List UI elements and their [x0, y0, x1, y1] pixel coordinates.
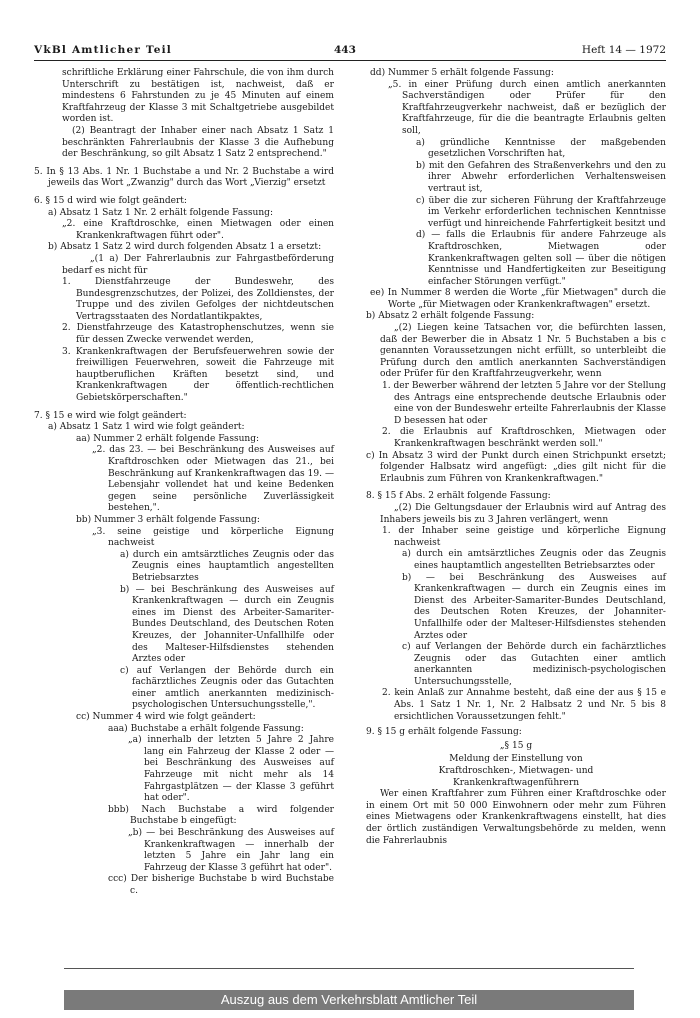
- paragraph: bb) Nummer 3 erhält folgende Fassung:: [76, 514, 260, 525]
- paragraph: „(1 a) Der Fahrerlaubnis zur Fahrgastbeförderung bedarf es nicht für: [62, 253, 334, 276]
- paragraph: „a) innerhalb der letzten 5 Jahre 2 Jahre lang ein Fahrzeug der Klasse 2 oder — bei Beschränkung des Ausweises auf Fahrzeuge mit nicht mehr als 14 Fahrgastplätzen — der Klasse 3 geführt hat oder".: [128, 735, 334, 804]
- page-header: [34, 42, 666, 61]
- page-number: 443: [334, 44, 356, 56]
- paragraph: „2. das 23. — bei Beschränkung des Ausweises auf Kraftdroschken oder Mietwagen das 21., bei Beschränkung auf Krankenkraftwagen das 19. — Lebensjahr vollendet hat und keine Bedenken gegen seine persönliche Zuverlässigkeit bestehen,".: [92, 445, 334, 514]
- paragraph: „(2) Die Geltungsdauer der Erlaubnis wird auf Antrag des Inhabers jeweils bis zu 3 Jahren verlängert, wenn: [380, 502, 666, 525]
- paragraph: dd) Nummer 5 erhält folgende Fassung:: [370, 68, 554, 78]
- paragraph: a) gründliche Kenntnisse der maßgebenden gesetzlichen Vorschriften hat,: [416, 137, 666, 160]
- paragraph: 2. die Erlaubnis auf Kraftdroschken, Mietwagen oder Krankenkraftwagen beschränkt werden soll.": [382, 427, 666, 449]
- paragraph: Wer einen Kraftfahrer zum Führen einer Kraftdroschke oder in einem Ort mit 50 000 Einwohnern oder mehr zum Führen eines Mietwagens oder Krankenkraftwagens einstellt, hat dies der örtlich zuständigen Verwaltungsbehörde zu melden, wenn die Fahrerlaubnis: [366, 789, 666, 846]
- paragraph: a) durch ein amtsärztliches Zeugnis oder das Zeugnis eines hauptamtlich angestellten Betriebsarztes: [120, 549, 334, 583]
- right-column: [366, 68, 666, 847]
- paragraph: „§ 15 g: [499, 740, 533, 751]
- paragraph: 8. § 15 f Abs. 2 erhält folgende Fassung:: [366, 491, 551, 502]
- paragraph: aaa) Buchstabe a erhält folgende Fassung:: [108, 723, 304, 734]
- paragraph: 7. § 15 e wird wie folgt geändert:: [34, 410, 187, 421]
- paragraph: b) Absatz 2 erhält folgende Fassung:: [366, 311, 535, 322]
- paragraph: 2. Dienstfahrzeuge des Katastrophenschutzes, wenn sie für dessen Zwecke verwendet werden,: [62, 323, 334, 346]
- issue-info: Heft 14 — 1972: [581, 44, 666, 56]
- paragraph: 5. In § 13 Abs. 1 Nr. 1 Buchstabe a und Nr. 2 Buchstabe a wird jeweils das Wort „Zwanzig" durch das Wort „Vierzig" ersetzt: [34, 166, 334, 189]
- paragraph: 1. Dienstfahrzeuge der Bundeswehr, des Bundesgrenzschutzes, der Polizei, des Zolldienstes, der Truppe und des zivilen Gefolges der nichtdeutschen Vertragsstaaten des Nordatlantikpaktes,: [62, 277, 334, 322]
- paragraph: „2. eine Kraftdroschke, einen Mietwagen oder einen Krankenkraftwagen führt oder".: [62, 219, 334, 241]
- body-columns: [34, 68, 666, 948]
- paragraph: a) Absatz 1 Satz 1 wird wie folgt geändert:: [48, 422, 245, 433]
- paragraph: schriftliche Erklärung einer Fahrschule, die von ihm durch Unterschrift zu bestätigen ist, nachweist, daß er mindestens 6 Fahrstunden zu je 45 Minuten auf einem Kraftfahrzeug der Klasse 3 mit Schaltgetriebe ausgebildet worden ist.: [62, 68, 334, 125]
- paragraph: b) Absatz 1 Satz 2 wird durch folgenden Absatz 1 a ersetzt:: [48, 242, 322, 253]
- paragraph: ee) In Nummer 8 werden die Worte „für Mietwagen" durch die Worte „für Mietwagen oder Krankenkraftwagen" ersetzt.: [370, 288, 666, 310]
- paragraph: Meldung der Einstellung von Kraftdroschken-, Mietwagen- und Krankenkraftwagenführern: [438, 754, 594, 788]
- paragraph: 1. der Bewerber während der letzten 5 Jahre vor der Stellung des Antrags eine entsprechende deutsche Erlaubnis oder eine von der Bundeswehr erteilte Fahrerlaubnis der Klasse D besessen hat oder: [382, 381, 667, 426]
- paragraph: 9. § 15 g erhält folgende Fassung:: [366, 727, 522, 738]
- paragraph: c) auf Verlangen der Behörde durch ein fachärztliches Zeugnis oder das Gutachten einer amtlich anerkannten medizinisch-psychologischen Untersuchungsstelle,".: [120, 665, 334, 711]
- publication-title: VkBl Amtlicher Teil: [34, 44, 172, 56]
- paragraph: b) mit den Gefahren des Straßenverkehrs und den zu ihrer Abwehr erforderlichen Verhaltensweisen vertraut ist,: [416, 160, 666, 194]
- paragraph: „5. in einer Prüfung durch einen amtlich anerkannten Sachverständigen oder Prüfer für den Kraftfahrzeugverkehr nachweist, daß er bezüglich der Kraftfahrzeuge, für die die beantragte Erlaubnis gelten soll,: [388, 79, 666, 136]
- paragraph: ccc) Der bisherige Buchstabe b wird Buchstabe c.: [108, 874, 334, 896]
- paragraph: „3. seine geistige und körperliche Eignung nachweist: [92, 526, 334, 549]
- paragraph: b) — bei Beschränkung des Ausweises auf Krankenkraftwagen — durch ein Zeugnis eines im Dienst des Arbeiter-Samariter-Bundes Deutschland, des Deutschen Roten Kreuzes, der Johanniter-Unfallhilfe oder der Malteser-Hilfsdienstes stehenden Arztes oder: [402, 572, 666, 641]
- paragraph: d) — falls die Erlaubnis für andere Fahrzeuge als Kraftdroschken, Mietwagen oder Krankenkraftwagen gelten soll — über die nötigen Kenntnisse und Handfertigkeiten zur Beseitigung einfacher Störungen verfügt.": [416, 230, 666, 287]
- paragraph: 3. Krankenkraftwagen der Berufsfeuerwehren sowie der freiwilligen Feuerwehren, soweit die Fahrzeuge mit hauptberuflichen Kräften besetzt sind, und Krankenkraftwagen der öffentlich-rechtlichen Gebietskörperschaften.": [62, 346, 334, 404]
- paragraph: a) durch ein amtsärztliches Zeugnis oder das Zeugnis eines hauptamtlich angestellten Betriebsarztes oder: [402, 549, 666, 571]
- paragraph: a) Absatz 1 Satz 1 Nr. 2 erhält folgende Fassung:: [48, 207, 274, 218]
- paragraph: 1. der Inhaber seine geistige und körperliche Eignung nachweist: [382, 526, 666, 548]
- paragraph: 6. § 15 d wird wie folgt geändert:: [34, 195, 187, 206]
- paragraph: 2. kein Anlaß zur Annahme besteht, daß eine der aus § 15 e Abs. 1 Satz 1 Nr. 1, Nr. 2 Halbsatz 2 und Nr. 5 bis 8 ersichtlichen Voraussetzungen fehlt.": [382, 688, 666, 722]
- paragraph: b) — bei Beschränkung des Ausweises auf Krankenkraftwagen — durch ein Zeugnis eines im Dienst des Arbeiter-Samariter-Bundes Deutschland, des Deutschen Roten Kreuzes, der Johanniter-Unfallhilfe oder des Malteser-Hilfsdienstes stehenden Arztes oder: [120, 584, 334, 665]
- paragraph: c) über die zur sicheren Führung der Kraftfahrzeuge im Verkehr erforderlichen technischen Kenntnisse verfügt und hinreichende Fahrfertigkeit besitzt und: [416, 195, 666, 229]
- paragraph: „(2) Liegen keine Tatsachen vor, die befürchten lassen, daß der Bewerber die in Absatz 1 Nr. 5 Buchstaben a bis c genannten Voraussetzungen nicht erfüllt, so unterbleibt die Prüfung durch den amtlich anerkannten Sachverständigen oder Prüfer für den Kraftfahrzeugverkehr, wenn: [380, 323, 666, 380]
- left-column: [34, 68, 334, 898]
- paragraph: „b) — bei Beschränkung des Ausweises auf Krankenkraftwagen — innerhalb der letzten 5 Jahre ein Jahr lang ein Fahrzeug der Klasse 3 geführt hat oder".: [128, 828, 334, 873]
- paragraph: (2) Beantragt der Inhaber einer nach Absatz 1 Satz 1 beschränkten Fahrerlaubnis der Klasse 3 die Aufhebung der Beschränkung, so gilt Absatz 1 Satz 2 entsprechend.": [62, 125, 334, 160]
- footer-rule: [64, 968, 634, 969]
- paragraph: c) auf Verlangen der Behörde durch ein fachärztliches Zeugnis oder das Gutachten einer amtlich anerkannten medizinisch-psychologischen Untersuchungsstelle,: [402, 642, 666, 687]
- paragraph: aa) Nummer 2 erhält folgende Fassung:: [76, 433, 260, 444]
- footer-banner: Auszug aus dem Verkehrsblatt Amtlicher Teil: [64, 990, 634, 1010]
- paragraph: c) In Absatz 3 wird der Punkt durch einen Strichpunkt ersetzt; folgender Halbsatz wird angefügt: „dies gilt nicht für die Erlaubnis zum Führen von Krankenkraftwagen.": [366, 450, 666, 484]
- paragraph: cc) Nummer 4 wird wie folgt geändert:: [76, 712, 256, 723]
- paragraph: bbb) Nach Buchstabe a wird folgender Buchstabe b eingefügt:: [108, 804, 334, 827]
